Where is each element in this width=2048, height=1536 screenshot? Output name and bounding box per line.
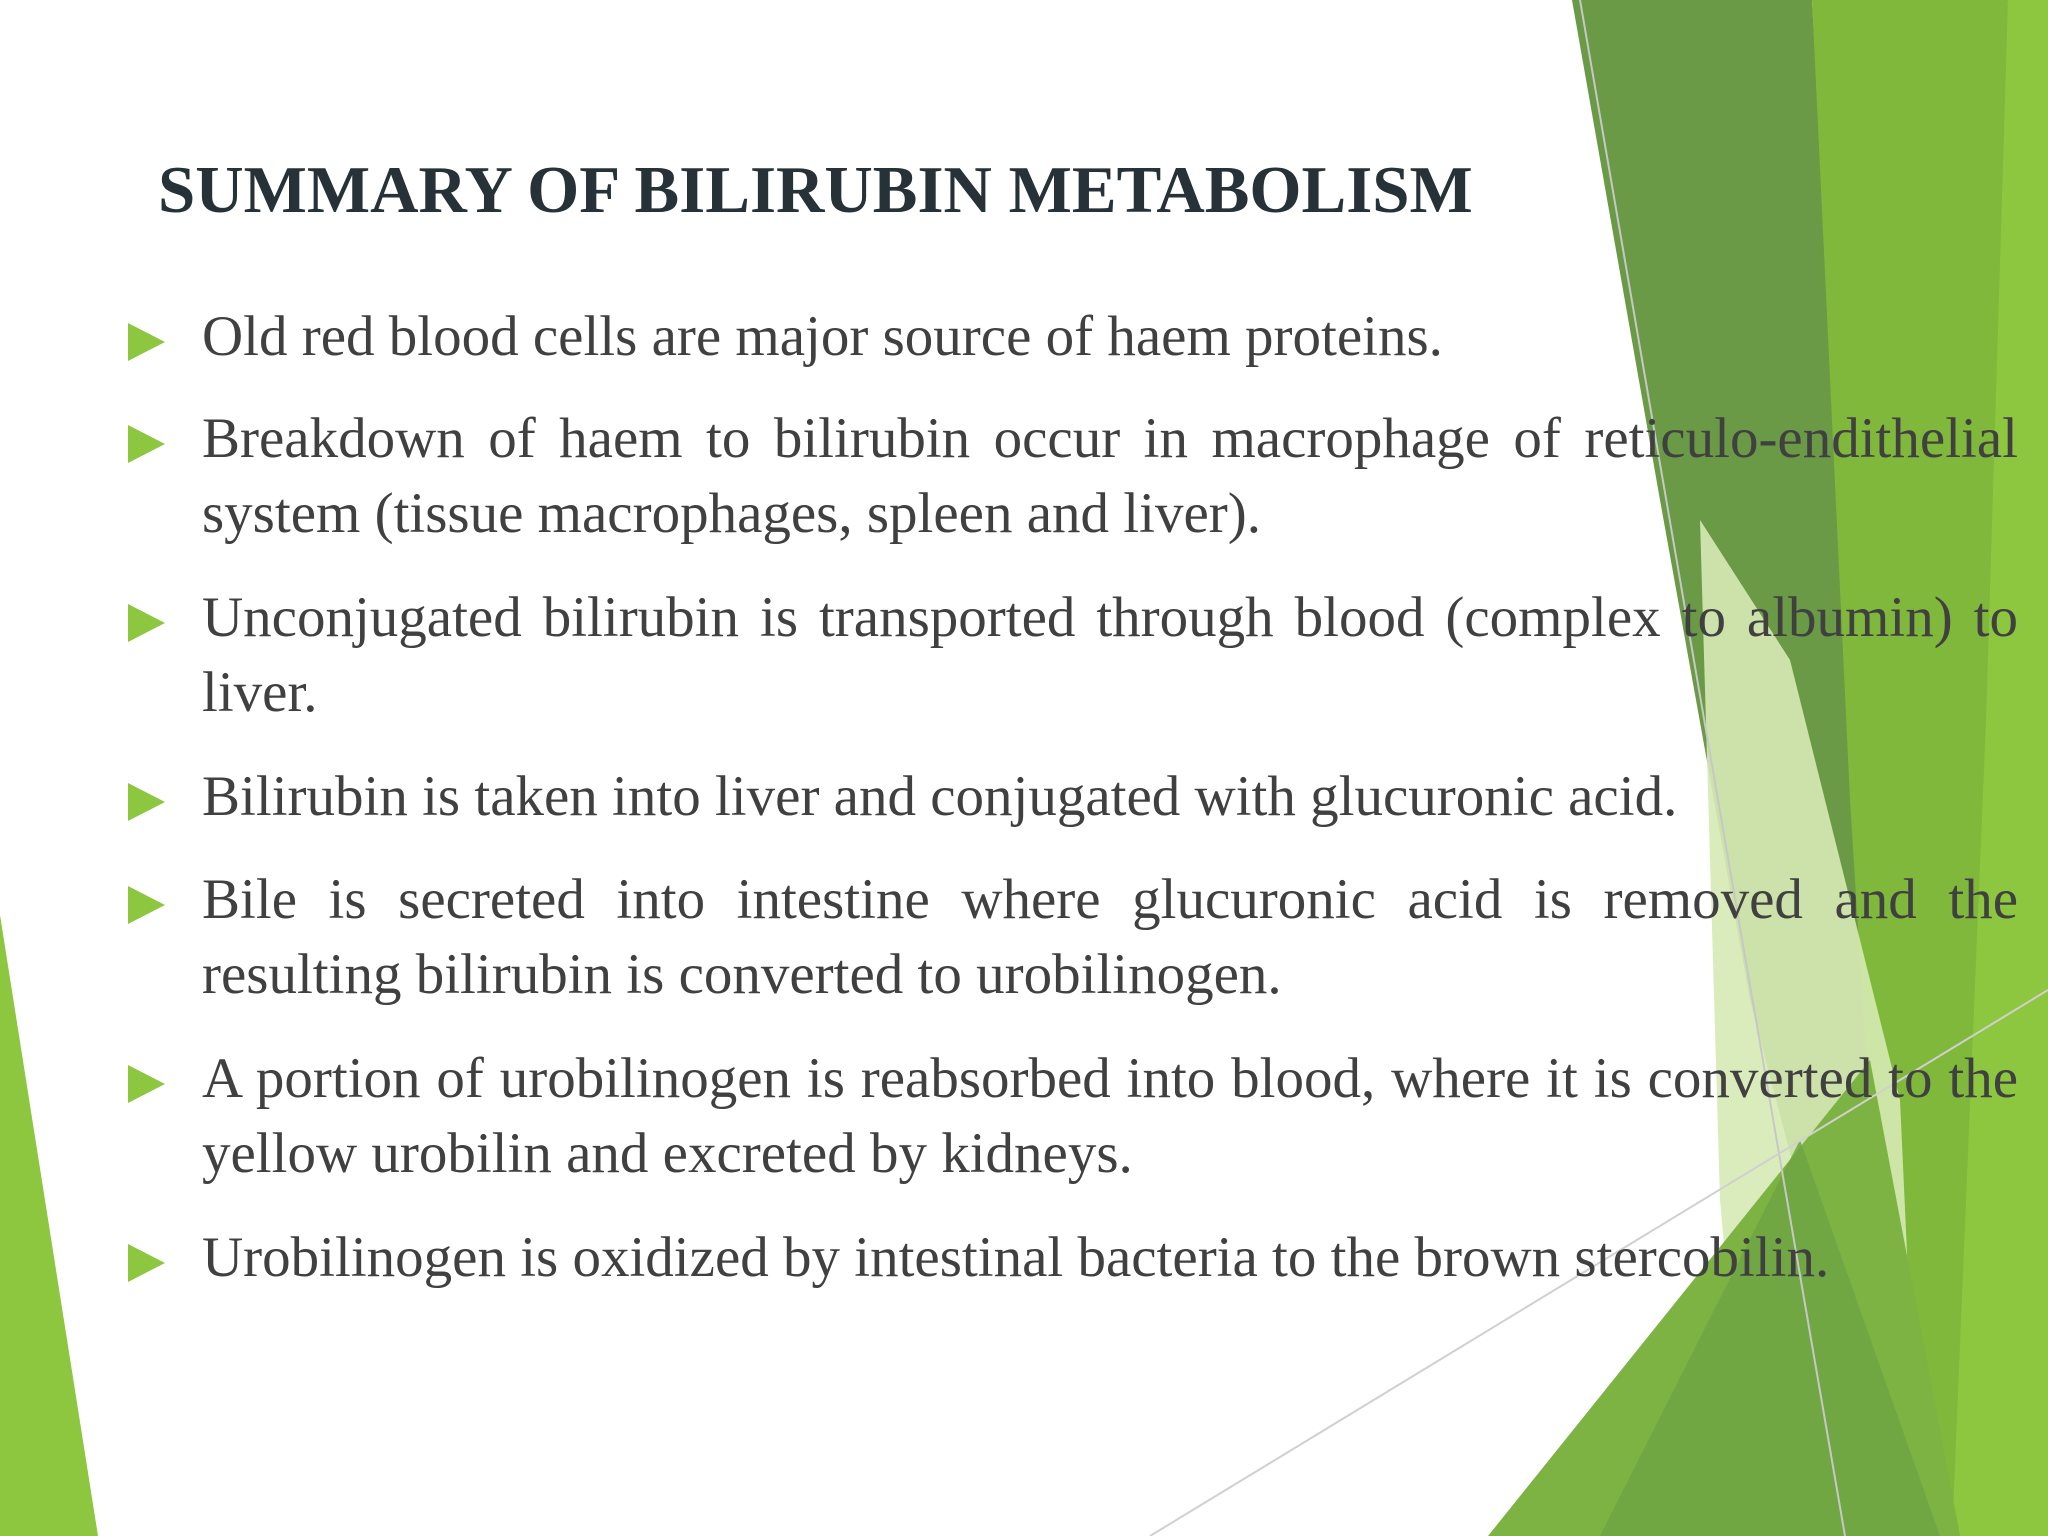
triangle-right-icon: [128, 1065, 165, 1103]
bullet-item: [128, 759, 1890, 834]
bullet-item: [128, 1041, 2018, 1191]
bullet-item: [128, 401, 2018, 551]
bullet-item: [128, 1220, 1890, 1295]
bullet-text: Old red blood cells are major source of haem proteins.: [202, 305, 1443, 368]
triangle-right-icon: [128, 886, 165, 924]
triangle-right-icon: [128, 1244, 165, 1282]
bullet-text: Bilirubin is taken into liver and conjugated with glucuronic acid.: [202, 765, 1678, 828]
bullet-text: Bile is secreted into intestine where glucuronic acid is removed and the resulting bilirubin is converted to urobilinogen.: [202, 868, 2018, 1006]
slide-title: SUMMARY OF BILIRUBIN METABOLISM: [158, 153, 1473, 227]
bullet-text: Urobilinogen is oxidized by intestinal bacteria to the brown stercobilin.: [202, 1226, 1830, 1289]
triangle-right-icon: [128, 425, 165, 463]
bullet-text: A portion of urobilinogen is reabsorbed into blood, where it is converted to the yellow urobilin and excreted by kidneys.: [202, 1047, 2018, 1185]
bullet-item: [128, 862, 2018, 1012]
bullet-text: Breakdown of haem to bilirubin occur in macrophage of reticulo-endithelial system (tissue macrophages, spleen and liver).: [202, 407, 2018, 545]
bullet-item: [128, 580, 2018, 730]
bullet-text: Unconjugated bilirubin is transported through blood (complex to albumin) to liver.: [202, 586, 2018, 724]
triangle-right-icon: [128, 323, 165, 361]
triangle-right-icon: [128, 783, 165, 821]
bullet-item: [128, 299, 1890, 374]
triangle-right-icon: [128, 604, 165, 642]
